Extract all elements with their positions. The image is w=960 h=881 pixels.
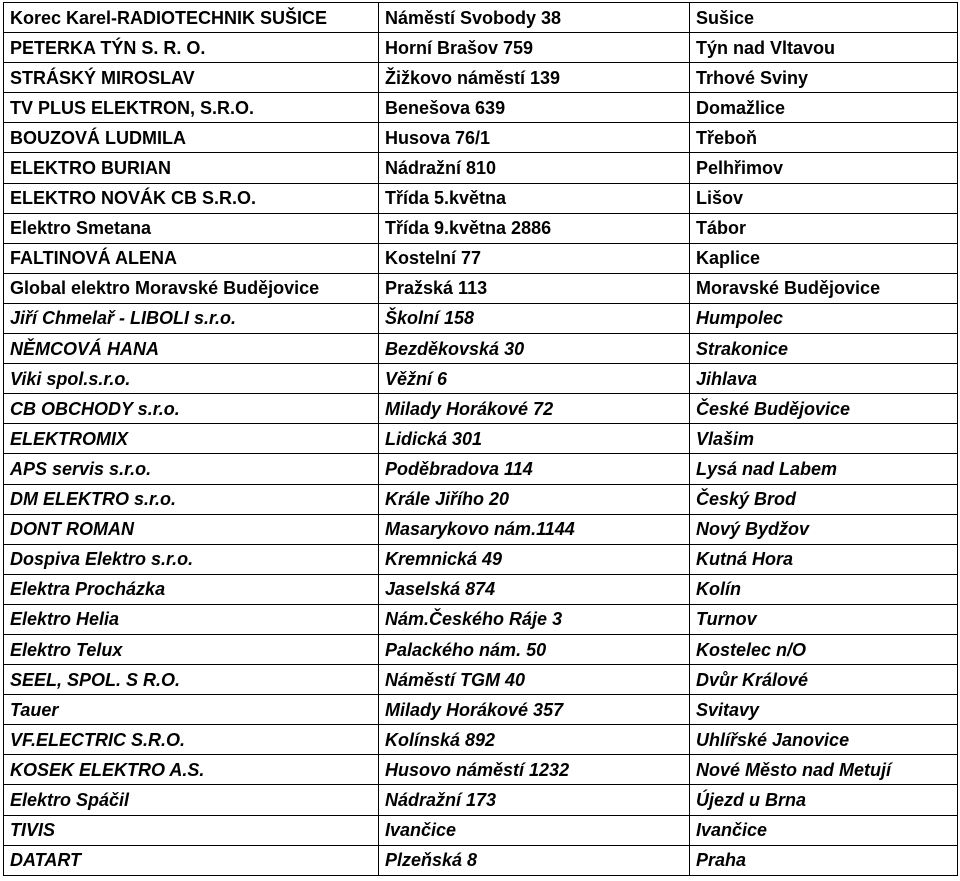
- dealer-city-cell: Turnov: [690, 604, 958, 634]
- dealer-city-cell: Humpolec: [690, 303, 958, 333]
- dealer-address-cell: Třída 9.května 2886: [379, 213, 690, 243]
- dealer-name-cell: Jiří Chmelař - LIBOLI s.r.o.: [4, 303, 379, 333]
- dealer-address-cell: Kolínská 892: [379, 725, 690, 755]
- dealer-address-cell: Benešova 639: [379, 93, 690, 123]
- dealer-address-cell: Školní 158: [379, 303, 690, 333]
- dealer-name-cell: STRÁSKÝ MIROSLAV: [4, 63, 379, 93]
- dealer-address-cell: Kremnická 49: [379, 544, 690, 574]
- table-row: [4, 123, 958, 153]
- table-row: [4, 514, 958, 544]
- dealer-city-cell: Sušice: [690, 3, 958, 33]
- dealer-name-cell: BOUZOVÁ LUDMILA: [4, 123, 379, 153]
- dealer-city-cell: Lišov: [690, 183, 958, 213]
- dealer-name-cell: TV PLUS ELEKTRON, S.R.O.: [4, 93, 379, 123]
- dealer-name-cell: PETERKA TÝN S. R. O.: [4, 33, 379, 63]
- dealer-address-cell: Ivančice: [379, 815, 690, 845]
- dealer-table: [3, 2, 958, 876]
- table-row: [4, 845, 958, 875]
- dealer-city-cell: Trhové Sviny: [690, 63, 958, 93]
- table-row: [4, 63, 958, 93]
- dealer-address-cell: Palackého nám. 50: [379, 634, 690, 664]
- dealer-city-cell: Dvůr Králové: [690, 665, 958, 695]
- table-row: [4, 394, 958, 424]
- dealer-name-cell: Elektro Telux: [4, 634, 379, 664]
- table-row: [4, 424, 958, 454]
- dealer-name-cell: KOSEK ELEKTRO A.S.: [4, 755, 379, 785]
- dealer-city-cell: Strakonice: [690, 334, 958, 364]
- dealer-address-cell: Poděbradova 114: [379, 454, 690, 484]
- dealer-name-cell: Tauer: [4, 695, 379, 725]
- dealer-address-cell: Náměstí TGM 40: [379, 665, 690, 695]
- table-row: [4, 604, 958, 634]
- dealer-name-cell: ELEKTRO NOVÁK CB S.R.O.: [4, 183, 379, 213]
- dealer-city-cell: Nové Město nad Metují: [690, 755, 958, 785]
- dealer-name-cell: DONT ROMAN: [4, 514, 379, 544]
- table-row: [4, 785, 958, 815]
- dealer-address-cell: Lidická 301: [379, 424, 690, 454]
- dealer-address-cell: Horní Brašov 759: [379, 33, 690, 63]
- dealer-name-cell: FALTINOVÁ ALENA: [4, 243, 379, 273]
- table-row: [4, 93, 958, 123]
- dealer-city-cell: Kaplice: [690, 243, 958, 273]
- dealer-address-cell: Žižkovo náměstí 139: [379, 63, 690, 93]
- dealer-name-cell: Elektro Spáčil: [4, 785, 379, 815]
- dealer-name-cell: Elektro Smetana: [4, 213, 379, 243]
- dealer-address-cell: Nádražní 810: [379, 153, 690, 183]
- dealer-address-cell: Kostelní 77: [379, 243, 690, 273]
- table-row: [4, 634, 958, 664]
- table-row: [4, 695, 958, 725]
- dealer-address-cell: Jaselská 874: [379, 574, 690, 604]
- dealer-city-cell: Domažlice: [690, 93, 958, 123]
- table-row: [4, 213, 958, 243]
- dealer-city-cell: Kutná Hora: [690, 544, 958, 574]
- dealer-name-cell: Elektra Procházka: [4, 574, 379, 604]
- dealer-address-cell: Pražská 113: [379, 273, 690, 303]
- table-row: [4, 183, 958, 213]
- dealer-city-cell: Kolín: [690, 574, 958, 604]
- dealer-city-cell: Újezd u Brna: [690, 785, 958, 815]
- dealer-address-cell: Plzeňská 8: [379, 845, 690, 875]
- table-row: [4, 334, 958, 364]
- table-row: [4, 243, 958, 273]
- dealer-address-cell: Milady Horákové 72: [379, 394, 690, 424]
- dealer-name-cell: CB OBCHODY s.r.o.: [4, 394, 379, 424]
- dealer-name-cell: DM ELEKTRO s.r.o.: [4, 484, 379, 514]
- dealer-address-cell: Milady Horákové 357: [379, 695, 690, 725]
- dealer-city-cell: Český Brod: [690, 484, 958, 514]
- dealer-name-cell: Korec Karel-RADIOTECHNIK SUŠICE: [4, 3, 379, 33]
- dealer-city-cell: Kostelec n/O: [690, 634, 958, 664]
- dealer-city-cell: Pelhřimov: [690, 153, 958, 183]
- dealer-address-cell: Věžní 6: [379, 364, 690, 394]
- dealer-city-cell: Svitavy: [690, 695, 958, 725]
- dealer-table-body: [4, 3, 958, 876]
- dealer-name-cell: Viki spol.s.r.o.: [4, 364, 379, 394]
- table-row: [4, 484, 958, 514]
- dealer-name-cell: DATART: [4, 845, 379, 875]
- table-row: [4, 303, 958, 333]
- table-row: [4, 364, 958, 394]
- table-row: [4, 454, 958, 484]
- dealer-name-cell: APS servis s.r.o.: [4, 454, 379, 484]
- dealer-address-cell: Krále Jiřího 20: [379, 484, 690, 514]
- dealer-city-cell: Nový Bydžov: [690, 514, 958, 544]
- dealer-city-cell: Třeboň: [690, 123, 958, 153]
- table-row: [4, 755, 958, 785]
- table-row: [4, 273, 958, 303]
- table-row: [4, 574, 958, 604]
- dealer-address-cell: Třída 5.května: [379, 183, 690, 213]
- dealer-address-cell: Náměstí Svobody 38: [379, 3, 690, 33]
- dealer-address-cell: Husova 76/1: [379, 123, 690, 153]
- dealer-name-cell: NĚMCOVÁ HANA: [4, 334, 379, 364]
- dealer-address-cell: Nádražní 173: [379, 785, 690, 815]
- dealer-name-cell: ELEKTRO BURIAN: [4, 153, 379, 183]
- dealer-city-cell: Vlašim: [690, 424, 958, 454]
- dealer-name-cell: ELEKTROMIX: [4, 424, 379, 454]
- dealer-name-cell: Elektro Helia: [4, 604, 379, 634]
- dealer-address-cell: Bezděkovská 30: [379, 334, 690, 364]
- dealer-city-cell: Jihlava: [690, 364, 958, 394]
- table-row: [4, 665, 958, 695]
- dealer-city-cell: Týn nad Vltavou: [690, 33, 958, 63]
- dealer-name-cell: Global elektro Moravské Budějovice: [4, 273, 379, 303]
- dealer-city-cell: Uhlířské Janovice: [690, 725, 958, 755]
- dealer-city-cell: Lysá nad Labem: [690, 454, 958, 484]
- dealer-name-cell: Dospiva Elektro s.r.o.: [4, 544, 379, 574]
- dealer-address-cell: Masarykovo nám.1144: [379, 514, 690, 544]
- table-row: [4, 3, 958, 33]
- dealer-address-cell: Husovo náměstí 1232: [379, 755, 690, 785]
- dealer-address-cell: Nám.Českého Ráje 3: [379, 604, 690, 634]
- dealer-city-cell: Ivančice: [690, 815, 958, 845]
- dealer-name-cell: SEEL, SPOL. S R.O.: [4, 665, 379, 695]
- table-row: [4, 725, 958, 755]
- dealer-city-cell: Tábor: [690, 213, 958, 243]
- table-row: [4, 815, 958, 845]
- dealer-city-cell: Moravské Budějovice: [690, 273, 958, 303]
- table-row: [4, 544, 958, 574]
- table-row: [4, 33, 958, 63]
- dealer-city-cell: Praha: [690, 845, 958, 875]
- dealer-name-cell: TIVIS: [4, 815, 379, 845]
- table-row: [4, 153, 958, 183]
- dealer-name-cell: VF.ELECTRIC S.R.O.: [4, 725, 379, 755]
- dealer-city-cell: České Budějovice: [690, 394, 958, 424]
